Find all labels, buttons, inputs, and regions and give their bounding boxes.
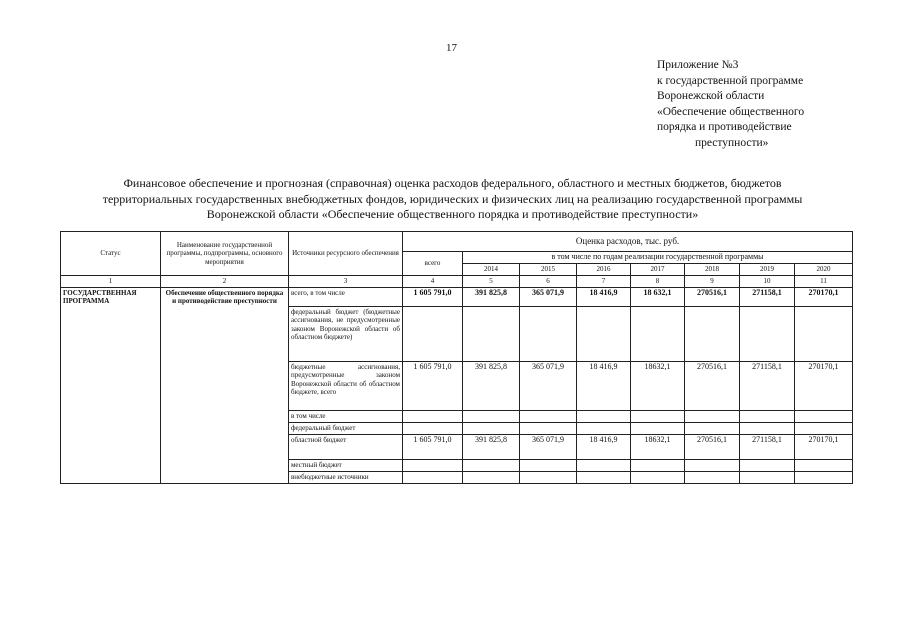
appendix-line: к государственной программе: [657, 74, 804, 87]
header-year: 2018: [685, 264, 740, 276]
value-cell: [631, 306, 685, 361]
value-cell: [631, 471, 685, 483]
column-number: 2: [161, 276, 289, 288]
value-cell: [520, 306, 577, 361]
appendix-line: Приложение №3: [657, 59, 739, 71]
value-cell: [740, 471, 795, 483]
value-cell: [463, 422, 520, 434]
value-cell: 391 825,8: [463, 361, 520, 410]
value-cell: 391 825,8: [463, 287, 520, 306]
value-cell: [577, 471, 631, 483]
column-number: 3: [289, 276, 403, 288]
value-cell: 270516,1: [685, 361, 740, 410]
value-cell: [740, 459, 795, 471]
column-number: 7: [577, 276, 631, 288]
appendix-header: [657, 58, 804, 151]
value-cell: 18 416,9: [577, 361, 631, 410]
value-cell: 1 605 791,0: [403, 434, 463, 459]
source-cell: всего, в том числе: [289, 287, 403, 306]
value-cell: [403, 422, 463, 434]
value-cell: [577, 306, 631, 361]
value-cell: [577, 410, 631, 422]
header-total: всего: [403, 252, 463, 276]
source-cell: федеральный бюджет (бюджетные ассигнования, не предусмотренные законом Воронежской области об областном бюджете): [289, 306, 403, 361]
value-cell: [685, 422, 740, 434]
header-year: 2017: [631, 264, 685, 276]
value-cell: 270170,1: [795, 287, 853, 306]
source-cell: бюджетные ассигнования, предусмотренные законом Воронежской области об областном бюджете, всего: [289, 361, 403, 410]
value-cell: [631, 422, 685, 434]
value-cell: [463, 459, 520, 471]
value-cell: [631, 410, 685, 422]
source-cell: внебюджетные источники: [289, 471, 403, 483]
financing-table: [60, 231, 853, 484]
value-cell: 270170,1: [795, 434, 853, 459]
value-cell: [685, 410, 740, 422]
column-number: 10: [740, 276, 795, 288]
value-cell: [520, 471, 577, 483]
header-estimate: Оценка расходов, тыс. руб.: [403, 232, 853, 252]
value-cell: 365 071,9: [520, 287, 577, 306]
value-cell: 1 605 791,0: [403, 287, 463, 306]
value-cell: [520, 410, 577, 422]
header-year: 2020: [795, 264, 853, 276]
column-number-row: [61, 276, 853, 288]
value-cell: 18632,1: [631, 434, 685, 459]
value-cell: 270170,1: [795, 361, 853, 410]
value-cell: [577, 459, 631, 471]
header-program-name: Наименование государственной программы, подпрограммы, основного мероприятия: [161, 232, 289, 276]
value-cell: [795, 422, 853, 434]
value-cell: [685, 471, 740, 483]
value-cell: [795, 459, 853, 471]
page-number: 17: [446, 42, 457, 54]
value-cell: [795, 306, 853, 361]
value-cell: [740, 306, 795, 361]
column-number: 1: [61, 276, 161, 288]
source-cell: в том числе: [289, 410, 403, 422]
header-source: Источники ресурсного обеспечения: [289, 232, 403, 276]
header-year: 2016: [577, 264, 631, 276]
title-line: территориальных государственных внебюджетных фондов, юридических и физических лиц на реализацию государственной программы: [102, 191, 803, 206]
value-cell: [463, 306, 520, 361]
appendix-line: «Обеспечение общественного: [657, 105, 805, 118]
value-cell: 391 825,8: [463, 434, 520, 459]
appendix-line: Воронежской области: [657, 90, 765, 102]
column-number: 9: [685, 276, 740, 288]
value-cell: 18 632,1: [631, 287, 685, 306]
source-cell: местный бюджет: [289, 459, 403, 471]
value-cell: [685, 306, 740, 361]
value-cell: 270516,1: [685, 434, 740, 459]
value-cell: [403, 410, 463, 422]
program-name-cell: Обеспечение общественного порядка и противодействие преступности: [161, 287, 289, 483]
value-cell: [740, 410, 795, 422]
table-row-total: [61, 287, 853, 306]
value-cell: 271158,1: [740, 361, 795, 410]
value-cell: 270516,1: [685, 287, 740, 306]
source-cell: областной бюджет: [289, 434, 403, 459]
value-cell: [403, 459, 463, 471]
value-cell: [795, 410, 853, 422]
appendix-line: порядка и противодействие: [657, 121, 792, 133]
value-cell: 18 416,9: [577, 434, 631, 459]
column-number: 8: [631, 276, 685, 288]
title-line: Воронежской области «Обеспечение общественного порядка и противодействие преступности»: [206, 207, 699, 221]
value-cell: 18 416,9: [577, 287, 631, 306]
value-cell: [795, 471, 853, 483]
title-line: Финансовое обеспечение и прогнозная (справочная) оценка расходов федерального, областного и местных бюджетов, бюджетов: [123, 176, 782, 190]
value-cell: [685, 459, 740, 471]
value-cell: [463, 471, 520, 483]
column-number: 5: [463, 276, 520, 288]
value-cell: [463, 410, 520, 422]
value-cell: 271158,1: [740, 434, 795, 459]
column-number: 4: [403, 276, 463, 288]
value-cell: [403, 306, 463, 361]
value-cell: 18632,1: [631, 361, 685, 410]
source-cell: федеральный бюджет: [289, 422, 403, 434]
value-cell: [631, 459, 685, 471]
header-year: 2019: [740, 264, 795, 276]
value-cell: 1 605 791,0: [403, 361, 463, 410]
header-year: 2014: [463, 264, 520, 276]
appendix-line: преступности»: [695, 136, 769, 149]
header-including-years: в том числе по годам реализации государственной программы: [463, 252, 853, 264]
value-cell: 365 071,9: [520, 434, 577, 459]
header-status: Статус: [61, 232, 161, 276]
value-cell: [520, 459, 577, 471]
document-title: [40, 176, 865, 223]
value-cell: [577, 422, 631, 434]
column-number: 6: [520, 276, 577, 288]
header-year: 2015: [520, 264, 577, 276]
status-cell: ГОСУДАРСТВЕННАЯ ПРОГРАММА: [61, 287, 161, 483]
value-cell: 365 071,9: [520, 361, 577, 410]
value-cell: [740, 422, 795, 434]
column-number: 11: [795, 276, 853, 288]
value-cell: 271158,1: [740, 287, 795, 306]
value-cell: [520, 422, 577, 434]
value-cell: [403, 471, 463, 483]
